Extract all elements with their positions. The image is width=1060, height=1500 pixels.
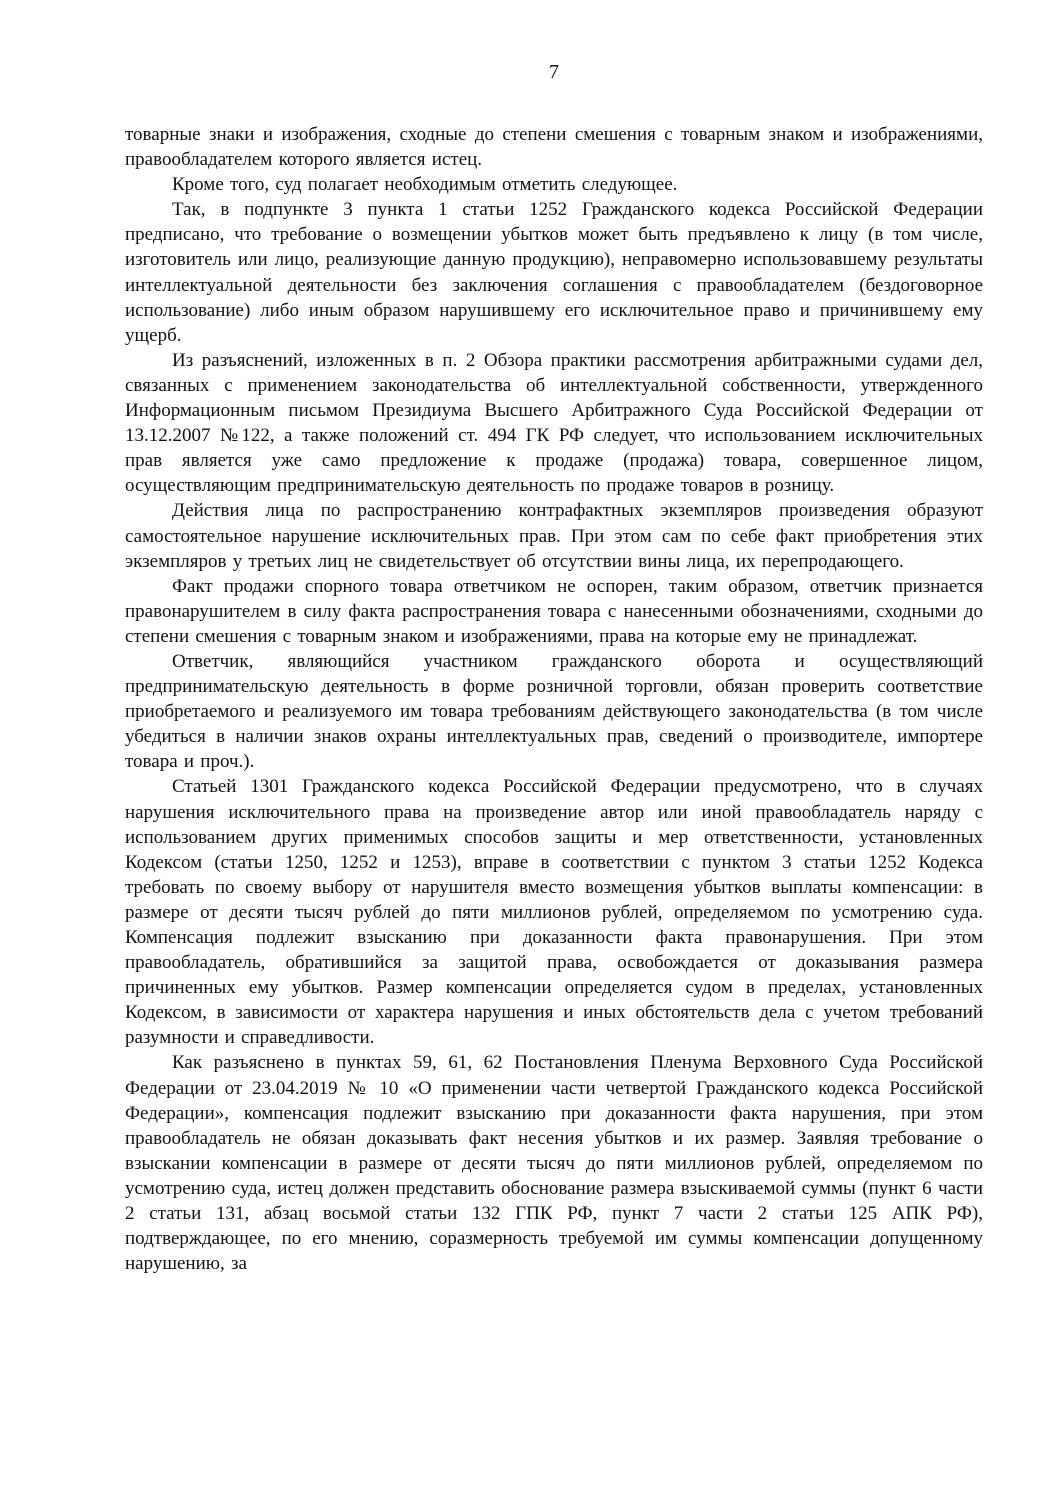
body-paragraph: Как разъяснено в пунктах 59, 61, 62 Постановления Пленума Верховного Суда Российской Федерации от 23.04.2019 № 10 «О применении части четвертой Гражданского кодекса Российской Федерации», компенсация подлежит взысканию при доказанности факта нарушения, при этом правообладатель не обязан доказывать факт несения убытков и их размер. Заявляя требование о взыскании компенсации в размере от десяти тысяч до пяти миллионов рублей, определяемом по усмотрению суда, истец должен представить обоснование размера взыскиваемой суммы (пункт 6 части 2 статьи 131, абзац восьмой статьи 132 ГПК РФ, пункт 7 части 2 статьи 125 АПК РФ), подтверждающее, по его мнению, соразмерность требуемой им суммы компенсации допущенному нарушению, за [125,1052,983,1275]
body-paragraph: Кроме того, суд полагает необходимым отметить следующее. [172,174,678,196]
document-body [125,122,983,1276]
body-paragraph: Действия лица по распространению контрафактных экземпляров произведения образуют самостоятельное нарушение исключительных прав. При этом сам по себе факт приобретения этих экземпляров у третьих лиц не свидетельствует об отсутствии вины лица, их перепродающего. [125,500,983,572]
body-paragraph: Статьей 1301 Гражданского кодекса Российской Федерации предусмотрено, что в случаях нарушения исключительного права на произведение автор или иной правообладатель наряду с использованием других применимых способов защиты и мер ответственности, установленных Кодексом (статьи 1250, 1252 и 1253), вправе в соответствии с пунктом 3 статьи 1252 Кодекса требовать по своему выбору от нарушителя вместо возмещения убытков выплаты компенсации: в размере от десяти тысяч рублей до пяти миллионов рублей, определяемом по усмотрению суда. Компенсация подлежит взысканию при доказанности факта правонарушения. При этом правообладатель, обратившийся за защитой права, освобождается от доказывания размера причиненных ему убытков. Размер компенсации определяется судом в пределах, установленных Кодексом, в зависимости от характера нарушения и иных обстоятельств дела с учетом требований разумности и справедливости. [125,776,983,1049]
page-number: 7 [549,61,559,83]
body-paragraph-continuation: товарные знаки и изображения, сходные до степени смешения с товарным знаком и изображениями, правообладателем которого является истец. [125,124,983,171]
body-paragraph: Факт продажи спорного товара ответчиком не оспорен, таким образом, ответчик признается правонарушителем в силу факта распространения товара с нанесенными обозначениями, сходными до степени смешения с товарным знаком и изображениями, права на которые ему не принадлежат. [125,575,983,647]
body-paragraph: Так, в подпункте 3 пункта 1 статьи 1252 Гражданского кодекса Российской Федерации предписано, что требование о возмещении убытков может быть предъявлено к лицу (в том числе, изготовитель или лицо, реализующие данную продукцию), неправомерно использовавшему результаты интеллектуальной деятельности без заключения соглашения с правообладателем (бездоговорное использование) либо иным образом нарушившему его исключительное право и причинившему ему ущерб. [125,199,983,346]
body-paragraph: Ответчик, являющийся участником гражданского оборота и осуществляющий предпринимательскую деятельность в форме розничной торговли, обязан проверить соответствие приобретаемого и реализуемого им товара требованиям действующего законодательства (в том числе убедиться в наличии знаков охраны интеллектуальных прав, сведений о производителе, импортере товара и проч.). [125,650,983,773]
body-paragraph: Из разъяснений, изложенных в п. 2 Обзора практики рассмотрения арбитражными судами дел, связанных с применением законодательства об интеллектуальной собственности, утвержденного Информационным письмом Президиума Высшего Арбитражного Суда Российской Федерации от 13.12.2007 №122, а также положений ст. 494 ГК РФ следует, что использованием исключительных прав является уже само предложение к продаже (продажа) товара, совершенное лицом, осуществляющим предпринимательскую деятельность по продаже товаров в розницу. [125,349,983,497]
